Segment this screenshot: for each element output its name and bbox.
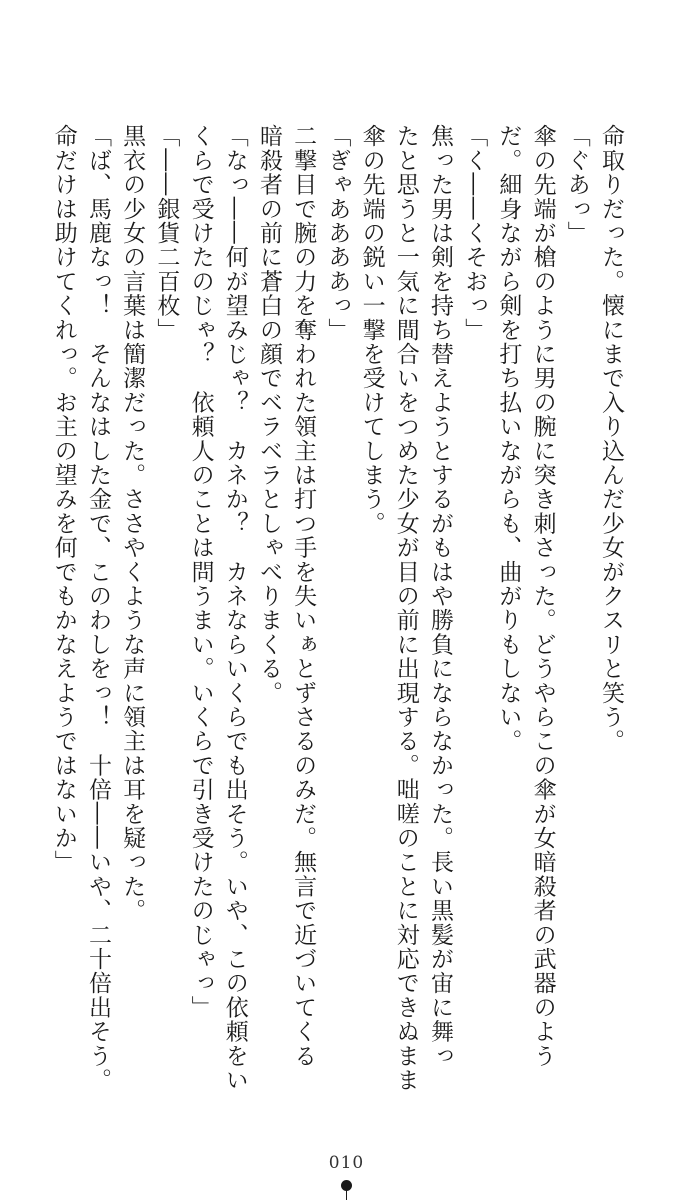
text-line: 暗殺者の前に蒼白の顔でベラベラとしゃべりまくる。 (255, 124, 282, 705)
novel-text-block (50, 124, 628, 1134)
text-line: 傘の先端が槍のように男の腕に突き刺さった。どうやらこの傘が女暗殺者の武器のよう (529, 124, 556, 1068)
text-line: 二撃目で腕の力を奪われた領主は打つ手を失いぁとずさるのみだ。無言で近づいてくる (290, 124, 317, 1068)
text-line: 黒衣の少女の言葉は簡潔だった。ささやくような声に領主は耳を疑った。 (119, 124, 146, 923)
page-marker-line (346, 1190, 347, 1200)
text-line: 「ば、馬鹿なっ！ そんなはした金で、このわしをっ！ 十倍――いや、二十倍出そう。 (84, 124, 111, 1092)
text-line: 「ぐあっ」 (563, 124, 590, 245)
text-line: だ。細身ながら剣を打ち払いながらも、曲がりもしない。 (495, 124, 522, 754)
text-line: 「なっ――何が望みじゃ？ カネか？ カネならいくらでも出そう。いや、この依頼をい (221, 124, 248, 1092)
text-line: たと思うと一気に間合いをつめた少女が目の前に出現する。咄嗟のことに対応できぬまま (392, 124, 419, 1092)
text-line: 焦った男は剣を持ち替えようとするがもはや勝負にならなかった。長い黒髪が宙に舞っ (426, 124, 453, 1068)
text-line: くらで受けたのじゃ？ 依頼人のことは問うまい。いくらで引き受けたのじゃっ」 (187, 124, 214, 1020)
text-line: 命だけは助けてくれっ。お主の望みを何でもかなえようではないか」 (50, 124, 77, 875)
text-line: 命取りだった。懐にまで入り込んだ少女がクスリと笑う。 (598, 124, 624, 754)
text-line: 傘の先端の鋭い一撃を受けてしまう。 (358, 124, 385, 536)
text-line: 「――銀貨二百枚」 (153, 124, 180, 342)
text-line: 「く――くそおっ」 (461, 124, 488, 342)
page-number: 010 (328, 1153, 365, 1173)
text-line: 「ぎゃああああっ」 (324, 124, 351, 342)
